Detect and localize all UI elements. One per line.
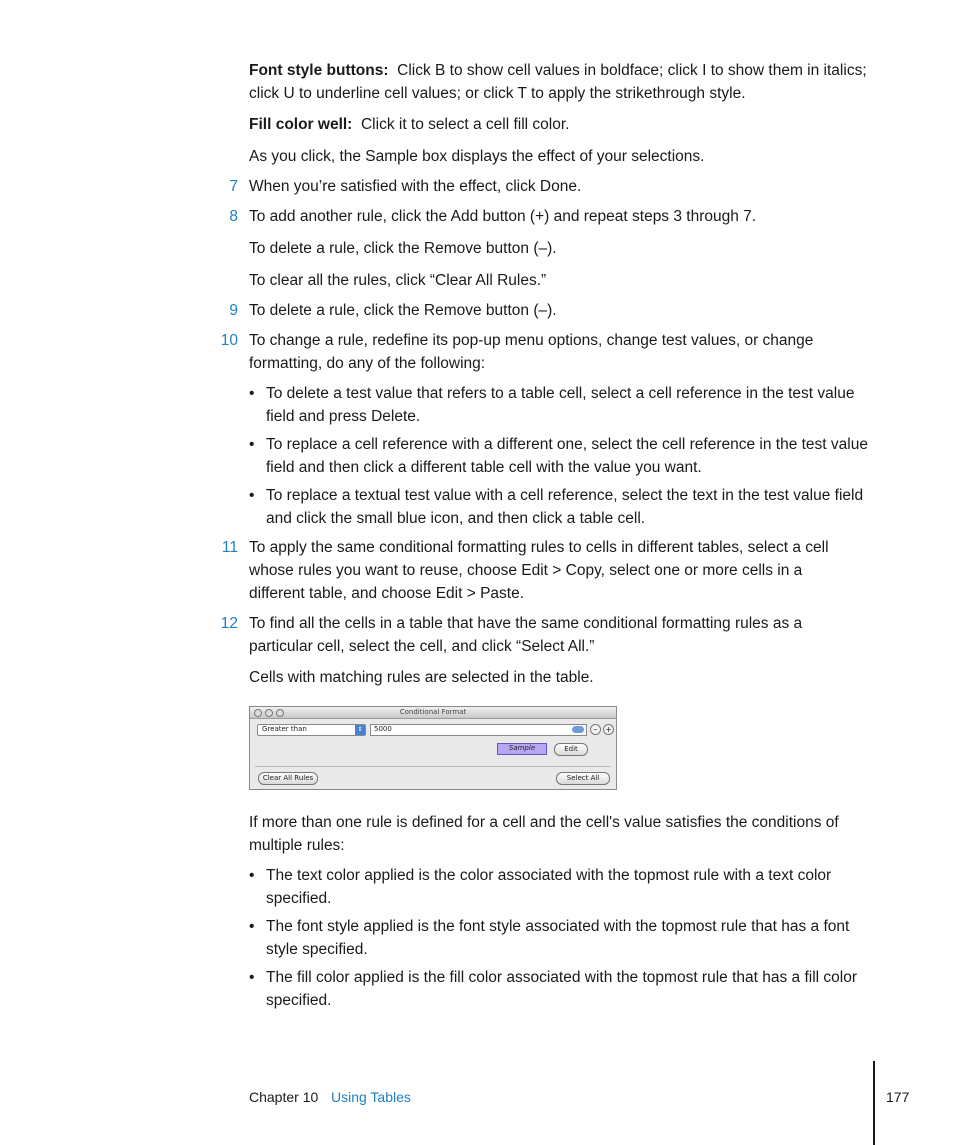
step-number: 8 <box>229 208 238 225</box>
footer-chapter: Chapter 10 <box>249 1089 319 1105</box>
step-number: 11 <box>221 539 238 556</box>
list-item: To delete a test value that refers to a table cell, select a cell reference in the test value field and press Delete. <box>266 385 855 425</box>
step-note: To delete a rule, click the Remove button (–). <box>249 240 557 257</box>
bullet-mark: • <box>249 918 255 935</box>
popup-arrows-icon: ⇕ <box>355 725 365 735</box>
fill-color-label: Fill color well: <box>249 116 353 133</box>
bullet-mark: • <box>249 969 255 986</box>
footer-divider <box>873 1061 875 1145</box>
step-number: 12 <box>220 615 238 632</box>
bullet-mark: • <box>249 436 255 453</box>
sample-box: Sample <box>497 743 547 755</box>
remove-rule-button[interactable]: – <box>590 724 601 735</box>
cell-reference-icon[interactable] <box>572 726 584 733</box>
sample-note: As you click, the Sample box displays the effect of your selections. <box>249 148 705 165</box>
bullet-mark: • <box>249 867 255 884</box>
bullet-mark: • <box>249 487 255 504</box>
font-style-label: Font style buttons: <box>249 62 389 79</box>
dialog-title: Conditional Format <box>399 708 467 716</box>
fill-color-paragraph <box>249 113 874 136</box>
list-item: To replace a textual test value with a cell reference, select the text in the test value field and click the small blue icon, and then click a table cell. <box>266 487 864 527</box>
step-number: 10 <box>220 332 238 349</box>
page-number: 177 <box>886 1089 910 1105</box>
font-style-text: Click B to show cell values in boldface; click I to show them in italics; click U to underline cell values; or click T to apply the strikethrough style. <box>249 62 867 102</box>
select-all-button[interactable]: Select All <box>556 772 610 785</box>
step-text: To delete a rule, click the Remove button (–). <box>249 302 557 319</box>
rules-intro: If more than one rule is defined for a cell and the cell's value satisfies the conditions of multiple rules: <box>249 814 839 854</box>
condition-popup[interactable] <box>257 724 366 736</box>
step-number: 9 <box>229 302 238 319</box>
footer-chapter-title[interactable]: Using Tables <box>331 1089 411 1105</box>
font-style-paragraph <box>249 59 874 105</box>
step-result: Cells with matching rules are selected in the table. <box>249 669 594 686</box>
step-note: To clear all the rules, click “Clear All Rules.” <box>249 272 547 289</box>
bullet-mark: • <box>249 385 255 402</box>
test-value: 5000 <box>374 725 392 733</box>
add-rule-button[interactable]: + <box>603 724 614 735</box>
step-text: To find all the cells in a table that have the same conditional formatting rules as a particular cell, select the cell, and click “Select All.” <box>249 615 803 655</box>
step-text: To apply the same conditional formatting rules to cells in different tables, select a cell whose rules you want to reuse, choose Edit > Copy, select one or more cells in a different table, and choose Edit > Paste. <box>249 539 829 602</box>
step-text: To change a rule, redefine its pop-up menu options, change test values, or change formatting, do any of the following: <box>249 332 814 372</box>
fill-color-text: Click it to select a cell fill color. <box>360 116 570 133</box>
list-item: The fill color applied is the fill color associated with the topmost rule that has a fill color specified. <box>266 969 858 1009</box>
clear-all-rules-button[interactable]: Clear All Rules <box>258 772 318 785</box>
step-number: 7 <box>229 178 238 195</box>
edit-button[interactable]: Edit <box>554 743 588 756</box>
step-text: When you’re satisfied with the effect, click Done. <box>249 178 582 195</box>
test-value-field[interactable] <box>370 724 587 736</box>
list-item: The text color applied is the color associated with the topmost rule with a text color specified. <box>266 867 832 907</box>
dialog-divider <box>255 766 611 767</box>
conditional-format-dialog <box>249 706 617 790</box>
condition-value: Greater than <box>262 725 307 733</box>
step-text: To add another rule, click the Add button (+) and repeat steps 3 through 7. <box>249 208 757 225</box>
list-item: The font style applied is the font style associated with the topmost rule that has a font style specified. <box>266 918 850 958</box>
list-item: To replace a cell reference with a different one, select the cell reference in the test value field and then click a different table cell with the value you want. <box>266 436 868 476</box>
dialog-title-bar <box>250 707 616 719</box>
